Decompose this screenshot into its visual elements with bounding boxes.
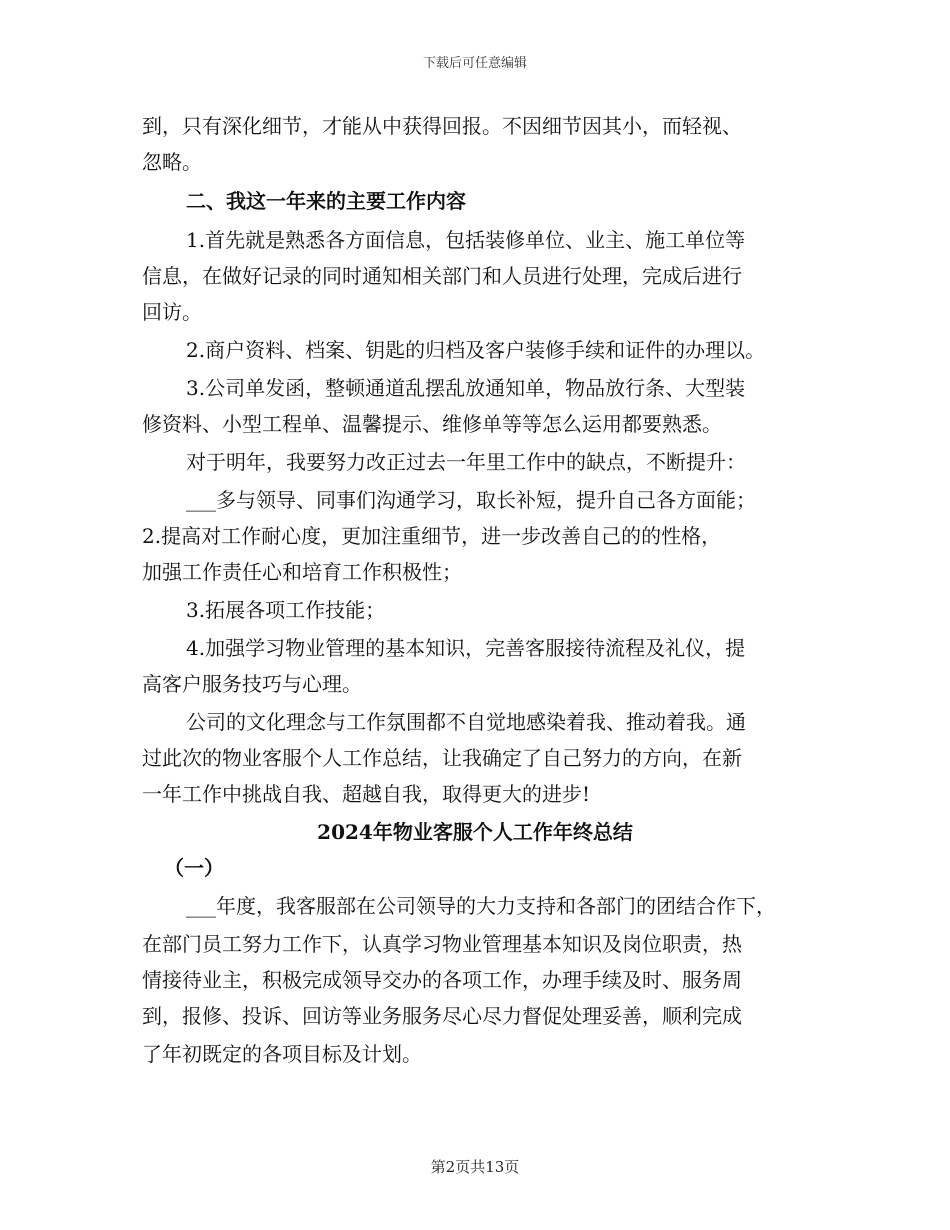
text-line: 对于明年，我要努力改正过去一年里工作中的缺点，不断提升： xyxy=(186,450,746,474)
text-line: 到，报修、投诉、回访等业务服务尽心尽力督促处理妥善，顺利完成 xyxy=(142,1004,742,1028)
text-line: 在部门员工努力工作下，认真学习物业管理基本知识及岗位职责，热 xyxy=(142,932,742,956)
text-line: 加强工作责任心和培育工作积极性； xyxy=(142,560,462,584)
text-line: 忽略。 xyxy=(142,150,202,174)
subsection-heading: （一） xyxy=(164,856,224,880)
text-line: 到，只有深化细节，才能从中获得回报。不因细节因其小，而轻视、 xyxy=(142,114,742,138)
text-line: 1.首先就是熟悉各方面信息，包括装修单位、业主、施工单位等 xyxy=(186,228,746,252)
text-line: 公司的文化理念与工作氛围都不自觉地感染着我、推动着我。通 xyxy=(186,710,746,734)
text-line: 了年初既定的各项目标及计划。 xyxy=(142,1042,422,1066)
text-line: 修资料、小型工程单、温馨提示、维修单等等怎么运用都要熟悉。 xyxy=(142,412,722,436)
text-line: 一年工作中挑战自我、超越自我，取得更大的进步! xyxy=(142,782,591,806)
text-line: 4.加强学习物业管理的基本知识，完善客服接待流程及礼仪，提 xyxy=(186,636,746,660)
page-footer: 第2页共13页 xyxy=(430,1158,520,1176)
text-line: 2.商户资料、档案、钥匙的归档及客户装修手续和证件的办理以。 xyxy=(186,338,766,362)
section-heading: 二、我这一年来的主要工作内容 xyxy=(186,189,466,213)
text-line: 信息，在做好记录的同时通知相关部门和人员进行处理，完成后进行 xyxy=(142,264,742,288)
text-line: 3.拓展各项工作技能； xyxy=(186,598,386,622)
text-line: ___多与领导、同事们沟通学习，取长补短，提升自己各方面能； xyxy=(186,488,756,512)
page-header: 下载后可任意编辑 xyxy=(422,56,527,71)
text-line: 回访。 xyxy=(142,300,202,324)
text-line: 3.公司单发函，整顿通道乱摆乱放通知单，物品放行条、大型装 xyxy=(186,376,746,400)
text-line: 情接待业主，积极完成领导交办的各项工作，办理手续及时、服务周 xyxy=(142,968,742,992)
document-title: 2024年物业客服个人工作年终总结 xyxy=(317,820,633,844)
text-line: 过此次的物业客服个人工作总结，让我确定了自己努力的方向，在新 xyxy=(142,746,742,770)
text-line: 2.提高对工作耐心度，更加注重细节，进一步改善自己的的性格， xyxy=(142,524,722,548)
text-line: ___年度，我客服部在公司领导的大力支持和各部门的团结合作下， xyxy=(186,894,776,918)
text-line: 高客户服务技巧与心理。 xyxy=(142,672,362,696)
